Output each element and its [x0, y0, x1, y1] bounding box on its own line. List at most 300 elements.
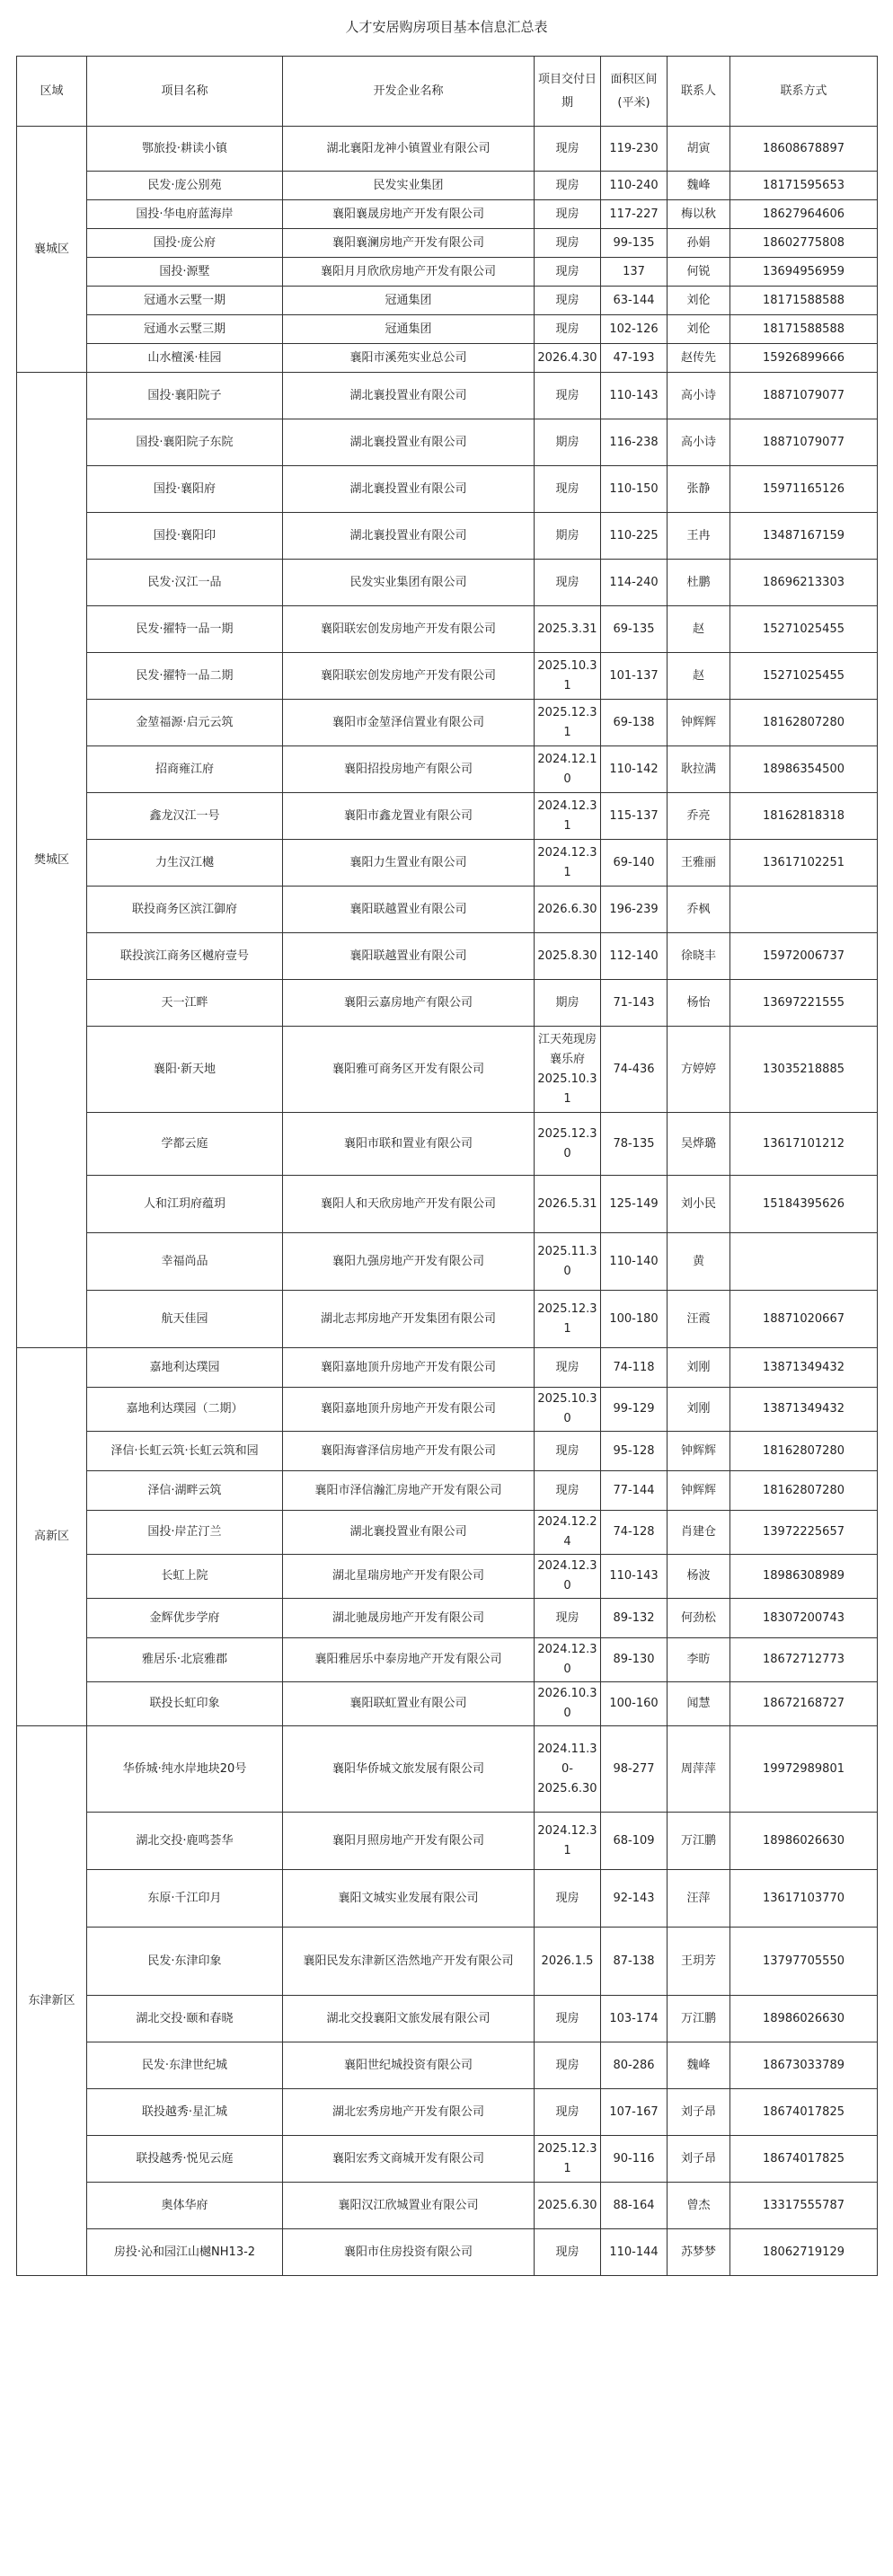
area-range-cell: 196-239 [601, 887, 668, 933]
table-row [17, 419, 878, 466]
project-name-cell: 国投·襄阳印 [87, 513, 283, 560]
contact-cell: 杨怡 [668, 980, 730, 1027]
phone-cell: 18062719129 [730, 2229, 878, 2276]
delivery-date-cell: 2025.12.31 [535, 700, 601, 746]
project-name-cell: 山水檀溪·桂园 [87, 344, 283, 373]
phone-cell: 15184395626 [730, 1176, 878, 1233]
table-row [17, 200, 878, 229]
contact-cell: 刘刚 [668, 1348, 730, 1388]
table-row [17, 513, 878, 560]
contact-cell: 刘伦 [668, 287, 730, 315]
project-name-cell: 襄阳·新天地 [87, 1027, 283, 1113]
developer-cell: 湖北志邦房地产开发集团有限公司 [283, 1291, 535, 1348]
area-range-cell: 47-193 [601, 344, 668, 373]
area-range-cell: 74-128 [601, 1511, 668, 1555]
delivery-date-cell: 现房 [535, 1996, 601, 2042]
developer-cell: 冠通集团 [283, 315, 535, 344]
contact-cell: 高小诗 [668, 419, 730, 466]
developer-cell: 襄阳联越置业有限公司 [283, 933, 535, 980]
phone-cell: 18674017825 [730, 2089, 878, 2136]
delivery-date-cell: 现房 [535, 2089, 601, 2136]
phone-cell: 13697221555 [730, 980, 878, 1027]
contact-cell: 闻慧 [668, 1682, 730, 1726]
project-name-cell: 国投·襄阳院子东院 [87, 419, 283, 466]
phone-cell: 18171588588 [730, 315, 878, 344]
project-name-cell: 金堃福源·启元云筑 [87, 700, 283, 746]
area-range-cell: 110-140 [601, 1233, 668, 1291]
developer-cell: 襄阳招投房地产有限公司 [283, 746, 535, 793]
phone-cell: 18672168727 [730, 1682, 878, 1726]
area-range-cell: 102-126 [601, 315, 668, 344]
phone-cell: 18696213303 [730, 560, 878, 606]
contact-cell: 孙娟 [668, 229, 730, 258]
table-row [17, 1813, 878, 1870]
table-row [17, 2229, 878, 2276]
developer-cell: 湖北星瑞房地产开发有限公司 [283, 1555, 535, 1599]
phone-cell: 13617102251 [730, 840, 878, 887]
delivery-date-cell: 2024.12.30 [535, 1555, 601, 1599]
delivery-date-cell: 现房 [535, 229, 601, 258]
table-row [17, 1996, 878, 2042]
project-name-cell: 国投·岸芷汀兰 [87, 1511, 283, 1555]
table-row [17, 2089, 878, 2136]
developer-cell: 襄阳市鑫龙置业有限公司 [283, 793, 535, 840]
project-name-cell: 国投·源墅 [87, 258, 283, 287]
contact-cell: 刘刚 [668, 1388, 730, 1432]
page-title: 人才安居购房项目基本信息汇总表 [345, 19, 548, 35]
delivery-date-cell: 现房 [535, 560, 601, 606]
delivery-date-cell: 2024.12.30 [535, 1638, 601, 1682]
contact-cell: 魏峰 [668, 172, 730, 200]
phone-cell: 18673033789 [730, 2042, 878, 2089]
developer-cell: 湖北襄投置业有限公司 [283, 1511, 535, 1555]
developer-cell: 襄阳市金堃泽信置业有限公司 [283, 700, 535, 746]
developer-cell: 襄阳市泽信瀚汇房地产开发有限公司 [283, 1471, 535, 1511]
contact-cell: 耿拉满 [668, 746, 730, 793]
delivery-date-cell: 现房 [535, 2042, 601, 2089]
delivery-date-cell: 现房 [535, 373, 601, 419]
project-name-cell: 国投·襄阳府 [87, 466, 283, 513]
area-range-cell: 115-137 [601, 793, 668, 840]
developer-cell: 湖北襄投置业有限公司 [283, 419, 535, 466]
phone-cell: 18162807280 [730, 1471, 878, 1511]
contact-cell: 周萍萍 [668, 1726, 730, 1813]
delivery-date-cell: 现房 [535, 2229, 601, 2276]
table-row [17, 1176, 878, 1233]
contact-cell: 乔枫 [668, 887, 730, 933]
phone-cell: 18672712773 [730, 1638, 878, 1682]
phone-cell: 15971165126 [730, 466, 878, 513]
phone-cell: 18162807280 [730, 1432, 878, 1471]
table-row [17, 2183, 878, 2229]
contact-cell: 万江鹏 [668, 1996, 730, 2042]
delivery-date-cell: 2025.12.31 [535, 2136, 601, 2183]
project-name-cell: 联投长虹印象 [87, 1682, 283, 1726]
phone-cell: 18986308989 [730, 1555, 878, 1599]
contact-cell: 何劲松 [668, 1599, 730, 1638]
delivery-date-cell: 2026.6.30 [535, 887, 601, 933]
project-name-cell: 幸福尚品 [87, 1233, 283, 1291]
area-range-cell: 63-144 [601, 287, 668, 315]
contact-cell: 黄 [668, 1233, 730, 1291]
delivery-date-cell: 现房 [535, 287, 601, 315]
table-body [17, 127, 878, 2276]
developer-cell: 襄阳雅可商务区开发有限公司 [283, 1027, 535, 1113]
contact-cell: 梅以秋 [668, 200, 730, 229]
table-row [17, 1928, 878, 1996]
contact-cell: 李昉 [668, 1638, 730, 1682]
table-row [17, 466, 878, 513]
contact-cell: 杨波 [668, 1555, 730, 1599]
area-range-cell: 100-160 [601, 1682, 668, 1726]
area-range-cell: 77-144 [601, 1471, 668, 1511]
developer-cell: 襄阳汉江欣城置业有限公司 [283, 2183, 535, 2229]
contact-cell: 汪霞 [668, 1291, 730, 1348]
area-range-cell: 69-140 [601, 840, 668, 887]
developer-cell: 襄阳文城实业发展有限公司 [283, 1870, 535, 1928]
project-name-cell: 房投·沁和园江山樾NH13-2 [87, 2229, 283, 2276]
table-row [17, 1113, 878, 1176]
developer-cell: 民发实业集团有限公司 [283, 560, 535, 606]
table-row [17, 887, 878, 933]
contact-cell: 苏梦梦 [668, 2229, 730, 2276]
project-name-cell: 航天佳园 [87, 1291, 283, 1348]
table-row [17, 606, 878, 653]
area-range-cell: 110-144 [601, 2229, 668, 2276]
table-row [17, 172, 878, 200]
table-row [17, 1348, 878, 1388]
contact-cell: 高小诗 [668, 373, 730, 419]
developer-cell: 襄阳力生置业有限公司 [283, 840, 535, 887]
developer-cell: 襄阳联虹置业有限公司 [283, 1682, 535, 1726]
phone-cell: 15271025455 [730, 653, 878, 700]
region-cell: 樊城区 [17, 373, 87, 1348]
area-range-cell: 89-130 [601, 1638, 668, 1682]
delivery-date-cell: 期房 [535, 419, 601, 466]
phone-cell: 18871020667 [730, 1291, 878, 1348]
developer-cell: 襄阳世纪城投资有限公司 [283, 2042, 535, 2089]
developer-cell: 襄阳九强房地产开发有限公司 [283, 1233, 535, 1291]
area-range-cell: 110-240 [601, 172, 668, 200]
table-row [17, 2042, 878, 2089]
project-name-cell: 泽信·长虹云筑·长虹云筑和园 [87, 1432, 283, 1471]
phone-cell: 18608678897 [730, 127, 878, 172]
region-cell: 襄城区 [17, 127, 87, 373]
project-name-cell: 招商雍江府 [87, 746, 283, 793]
area-range-cell: 137 [601, 258, 668, 287]
developer-cell: 民发实业集团 [283, 172, 535, 200]
area-range-cell: 103-174 [601, 1996, 668, 2042]
area-range-cell: 90-116 [601, 2136, 668, 2183]
delivery-date-cell: 2025.8.30 [535, 933, 601, 980]
phone-cell: 18986354500 [730, 746, 878, 793]
header-developer: 开发企业名称 [283, 57, 535, 127]
header-contact: 联系人 [668, 57, 730, 127]
phone-cell: 18674017825 [730, 2136, 878, 2183]
header-area-range: 面积区间(平米) [601, 57, 668, 127]
developer-cell: 襄阳嘉地顶升房地产开发有限公司 [283, 1388, 535, 1432]
contact-cell: 方婷婷 [668, 1027, 730, 1113]
phone-cell: 18986026630 [730, 1813, 878, 1870]
phone-cell [730, 1233, 878, 1291]
phone-cell: 18171588588 [730, 287, 878, 315]
contact-cell: 王冉 [668, 513, 730, 560]
contact-cell: 赵 [668, 606, 730, 653]
contact-cell: 张静 [668, 466, 730, 513]
project-name-cell: 天一江畔 [87, 980, 283, 1027]
delivery-date-cell: 现房 [535, 1471, 601, 1511]
table-row [17, 258, 878, 287]
phone-cell: 18871079077 [730, 419, 878, 466]
contact-cell: 胡寅 [668, 127, 730, 172]
contact-cell: 刘子昂 [668, 2136, 730, 2183]
table-row [17, 980, 878, 1027]
contact-cell: 赵 [668, 653, 730, 700]
project-name-cell: 嘉地利达璞园（二期） [87, 1388, 283, 1432]
developer-cell: 湖北宏秀房地产开发有限公司 [283, 2089, 535, 2136]
delivery-date-cell: 2024.12.31 [535, 793, 601, 840]
delivery-date-cell: 2025.6.30 [535, 2183, 601, 2229]
area-range-cell: 107-167 [601, 2089, 668, 2136]
delivery-date-cell: 现房 [535, 466, 601, 513]
delivery-date-cell: 2024.12.31 [535, 840, 601, 887]
delivery-date-cell: 2024.11.30- 2025.6.30 [535, 1726, 601, 1813]
contact-cell: 汪萍 [668, 1870, 730, 1928]
area-range-cell: 110-143 [601, 1555, 668, 1599]
project-name-cell: 长虹上院 [87, 1555, 283, 1599]
developer-cell: 湖北襄投置业有限公司 [283, 513, 535, 560]
contact-cell: 徐晓丰 [668, 933, 730, 980]
phone-cell [730, 887, 878, 933]
contact-cell: 吴烨璐 [668, 1113, 730, 1176]
project-name-cell: 湖北交投·颐和春晓 [87, 1996, 283, 2042]
phone-cell: 15926899666 [730, 344, 878, 373]
area-range-cell: 110-142 [601, 746, 668, 793]
project-name-cell: 民发·东津印象 [87, 1928, 283, 1996]
developer-cell: 襄阳襄晟房地产开发有限公司 [283, 200, 535, 229]
table-row [17, 344, 878, 373]
phone-cell: 13617103770 [730, 1870, 878, 1928]
phone-cell: 18986026630 [730, 1996, 878, 2042]
phone-cell: 13487167159 [730, 513, 878, 560]
delivery-date-cell: 现房 [535, 258, 601, 287]
area-range-cell: 89-132 [601, 1599, 668, 1638]
area-range-cell: 71-143 [601, 980, 668, 1027]
table-row [17, 1471, 878, 1511]
delivery-date-cell: 现房 [535, 1599, 601, 1638]
developer-cell: 湖北襄投置业有限公司 [283, 373, 535, 419]
project-name-cell: 民发·擢特一品二期 [87, 653, 283, 700]
table-row [17, 1870, 878, 1928]
developer-cell: 湖北交投襄阳文旅发展有限公司 [283, 1996, 535, 2042]
developer-cell: 襄阳市住房投资有限公司 [283, 2229, 535, 2276]
delivery-date-cell: 现房 [535, 1348, 601, 1388]
project-name-cell: 华侨城·纯水岸地块20号 [87, 1726, 283, 1813]
table-row [17, 1233, 878, 1291]
project-name-cell: 联投越秀·悦见云庭 [87, 2136, 283, 2183]
developer-cell: 襄阳宏秀文商城开发有限公司 [283, 2136, 535, 2183]
project-name-cell: 力生汉江樾 [87, 840, 283, 887]
project-name-cell: 国投·华电府蓝海岸 [87, 200, 283, 229]
project-name-cell: 东原·千江印月 [87, 1870, 283, 1928]
developer-cell: 襄阳云嘉房地产有限公司 [283, 980, 535, 1027]
project-name-cell: 湖北交投·鹿鸣荟华 [87, 1813, 283, 1870]
contact-cell: 钟辉辉 [668, 1432, 730, 1471]
area-range-cell: 110-143 [601, 373, 668, 419]
header-delivery-date: 项目交付日期 [535, 57, 601, 127]
contact-cell: 钟辉辉 [668, 700, 730, 746]
developer-cell: 襄阳人和天欣房地产开发有限公司 [283, 1176, 535, 1233]
header-region: 区域 [17, 57, 87, 127]
phone-cell: 19972989801 [730, 1726, 878, 1813]
table-row [17, 2136, 878, 2183]
area-range-cell: 78-135 [601, 1113, 668, 1176]
area-range-cell: 80-286 [601, 2042, 668, 2089]
delivery-date-cell: 2025.11.30 [535, 1233, 601, 1291]
area-range-cell: 98-277 [601, 1726, 668, 1813]
phone-cell: 15271025455 [730, 606, 878, 653]
phone-cell: 18627964606 [730, 200, 878, 229]
developer-cell: 襄阳襄澜房地产开发有限公司 [283, 229, 535, 258]
area-range-cell: 88-164 [601, 2183, 668, 2229]
table-row [17, 793, 878, 840]
table-row [17, 229, 878, 258]
contact-cell: 刘子昂 [668, 2089, 730, 2136]
project-name-cell: 嘉地利达璞园 [87, 1348, 283, 1388]
table-row [17, 1027, 878, 1113]
delivery-date-cell: 2024.12.31 [535, 1813, 601, 1870]
project-name-cell: 鄂旅投·耕读小镇 [87, 127, 283, 172]
delivery-date-cell: 现房 [535, 1870, 601, 1928]
contact-cell: 赵传先 [668, 344, 730, 373]
developer-cell: 襄阳市联和置业有限公司 [283, 1113, 535, 1176]
contact-cell: 曾杰 [668, 2183, 730, 2229]
area-range-cell: 74-118 [601, 1348, 668, 1388]
developer-cell: 襄阳嘉地顶升房地产开发有限公司 [283, 1348, 535, 1388]
area-range-cell: 95-128 [601, 1432, 668, 1471]
area-range-cell: 112-140 [601, 933, 668, 980]
area-range-cell: 74-436 [601, 1027, 668, 1113]
table-row [17, 1432, 878, 1471]
phone-cell: 18162807280 [730, 700, 878, 746]
developer-cell: 湖北襄阳龙神小镇置业有限公司 [283, 127, 535, 172]
header-row [17, 57, 878, 127]
table-row [17, 1682, 878, 1726]
project-name-cell: 冠通水云墅三期 [87, 315, 283, 344]
phone-cell: 13317555787 [730, 2183, 878, 2229]
project-name-cell: 国投·庞公府 [87, 229, 283, 258]
table-row [17, 1726, 878, 1813]
developer-cell: 襄阳月月欣欣房地产开发有限公司 [283, 258, 535, 287]
table-row [17, 1555, 878, 1599]
header-phone: 联系方式 [730, 57, 878, 127]
contact-cell: 刘伦 [668, 315, 730, 344]
contact-cell: 王雅丽 [668, 840, 730, 887]
table-row [17, 1388, 878, 1432]
developer-cell: 襄阳联宏创发房地产开发有限公司 [283, 653, 535, 700]
area-range-cell: 117-227 [601, 200, 668, 229]
project-name-cell: 雅居乐·北宸雅郡 [87, 1638, 283, 1682]
contact-cell: 乔亮 [668, 793, 730, 840]
phone-cell: 13871349432 [730, 1348, 878, 1388]
delivery-date-cell: 期房 [535, 980, 601, 1027]
contact-cell: 何锐 [668, 258, 730, 287]
delivery-date-cell: 2025.12.30 [535, 1113, 601, 1176]
project-name-cell: 民发·庞公别苑 [87, 172, 283, 200]
area-range-cell: 87-138 [601, 1928, 668, 1996]
project-name-cell: 联投越秀·星汇城 [87, 2089, 283, 2136]
project-name-cell: 联投滨江商务区樾府壹号 [87, 933, 283, 980]
area-range-cell: 92-143 [601, 1870, 668, 1928]
phone-cell: 18162818318 [730, 793, 878, 840]
delivery-date-cell: 现房 [535, 315, 601, 344]
delivery-date-cell: 期房 [535, 513, 601, 560]
area-range-cell: 110-225 [601, 513, 668, 560]
phone-cell: 18307200743 [730, 1599, 878, 1638]
delivery-date-cell: 现房 [535, 200, 601, 229]
delivery-date-cell: 现房 [535, 127, 601, 172]
table-row [17, 287, 878, 315]
delivery-date-cell: 2026.5.31 [535, 1176, 601, 1233]
table-row [17, 1599, 878, 1638]
delivery-date-cell: 2026.10.30 [535, 1682, 601, 1726]
area-range-cell: 100-180 [601, 1291, 668, 1348]
table-row [17, 653, 878, 700]
area-range-cell: 116-238 [601, 419, 668, 466]
delivery-date-cell: 2024.12.24 [535, 1511, 601, 1555]
area-range-cell: 125-149 [601, 1176, 668, 1233]
table-row [17, 840, 878, 887]
developer-cell: 襄阳海睿泽信房地产开发有限公司 [283, 1432, 535, 1471]
table-row [17, 700, 878, 746]
developer-cell: 襄阳雅居乐中泰房地产开发有限公司 [283, 1638, 535, 1682]
project-name-cell: 联投商务区滨江御府 [87, 887, 283, 933]
phone-cell: 13035218885 [730, 1027, 878, 1113]
table-row [17, 746, 878, 793]
delivery-date-cell: 2026.1.5 [535, 1928, 601, 1996]
table-row [17, 1511, 878, 1555]
table-row [17, 373, 878, 419]
area-range-cell: 69-135 [601, 606, 668, 653]
developer-cell: 襄阳市溪苑实业总公司 [283, 344, 535, 373]
area-range-cell: 99-135 [601, 229, 668, 258]
table-row [17, 560, 878, 606]
developer-cell: 冠通集团 [283, 287, 535, 315]
contact-cell: 钟辉辉 [668, 1471, 730, 1511]
project-name-cell: 冠通水云墅一期 [87, 287, 283, 315]
contact-cell: 王玥芳 [668, 1928, 730, 1996]
table-row [17, 1291, 878, 1348]
delivery-date-cell: 江天苑现房 襄乐府 2025.10.31 [535, 1027, 601, 1113]
project-table [16, 56, 878, 2276]
developer-cell: 襄阳月照房地产开发有限公司 [283, 1813, 535, 1870]
table-row [17, 127, 878, 172]
contact-cell: 魏峰 [668, 2042, 730, 2089]
developer-cell: 襄阳华侨城文旅发展有限公司 [283, 1726, 535, 1813]
area-range-cell: 101-137 [601, 653, 668, 700]
phone-cell: 15972006737 [730, 933, 878, 980]
region-cell: 高新区 [17, 1348, 87, 1726]
delivery-date-cell: 2025.10.31 [535, 653, 601, 700]
phone-cell: 18871079077 [730, 373, 878, 419]
delivery-date-cell: 2025.12.31 [535, 1291, 601, 1348]
area-range-cell: 68-109 [601, 1813, 668, 1870]
delivery-date-cell: 现房 [535, 172, 601, 200]
project-name-cell: 国投·襄阳院子 [87, 373, 283, 419]
project-name-cell: 奥体华府 [87, 2183, 283, 2229]
contact-cell: 刘小民 [668, 1176, 730, 1233]
project-name-cell: 民发·擢特一品一期 [87, 606, 283, 653]
